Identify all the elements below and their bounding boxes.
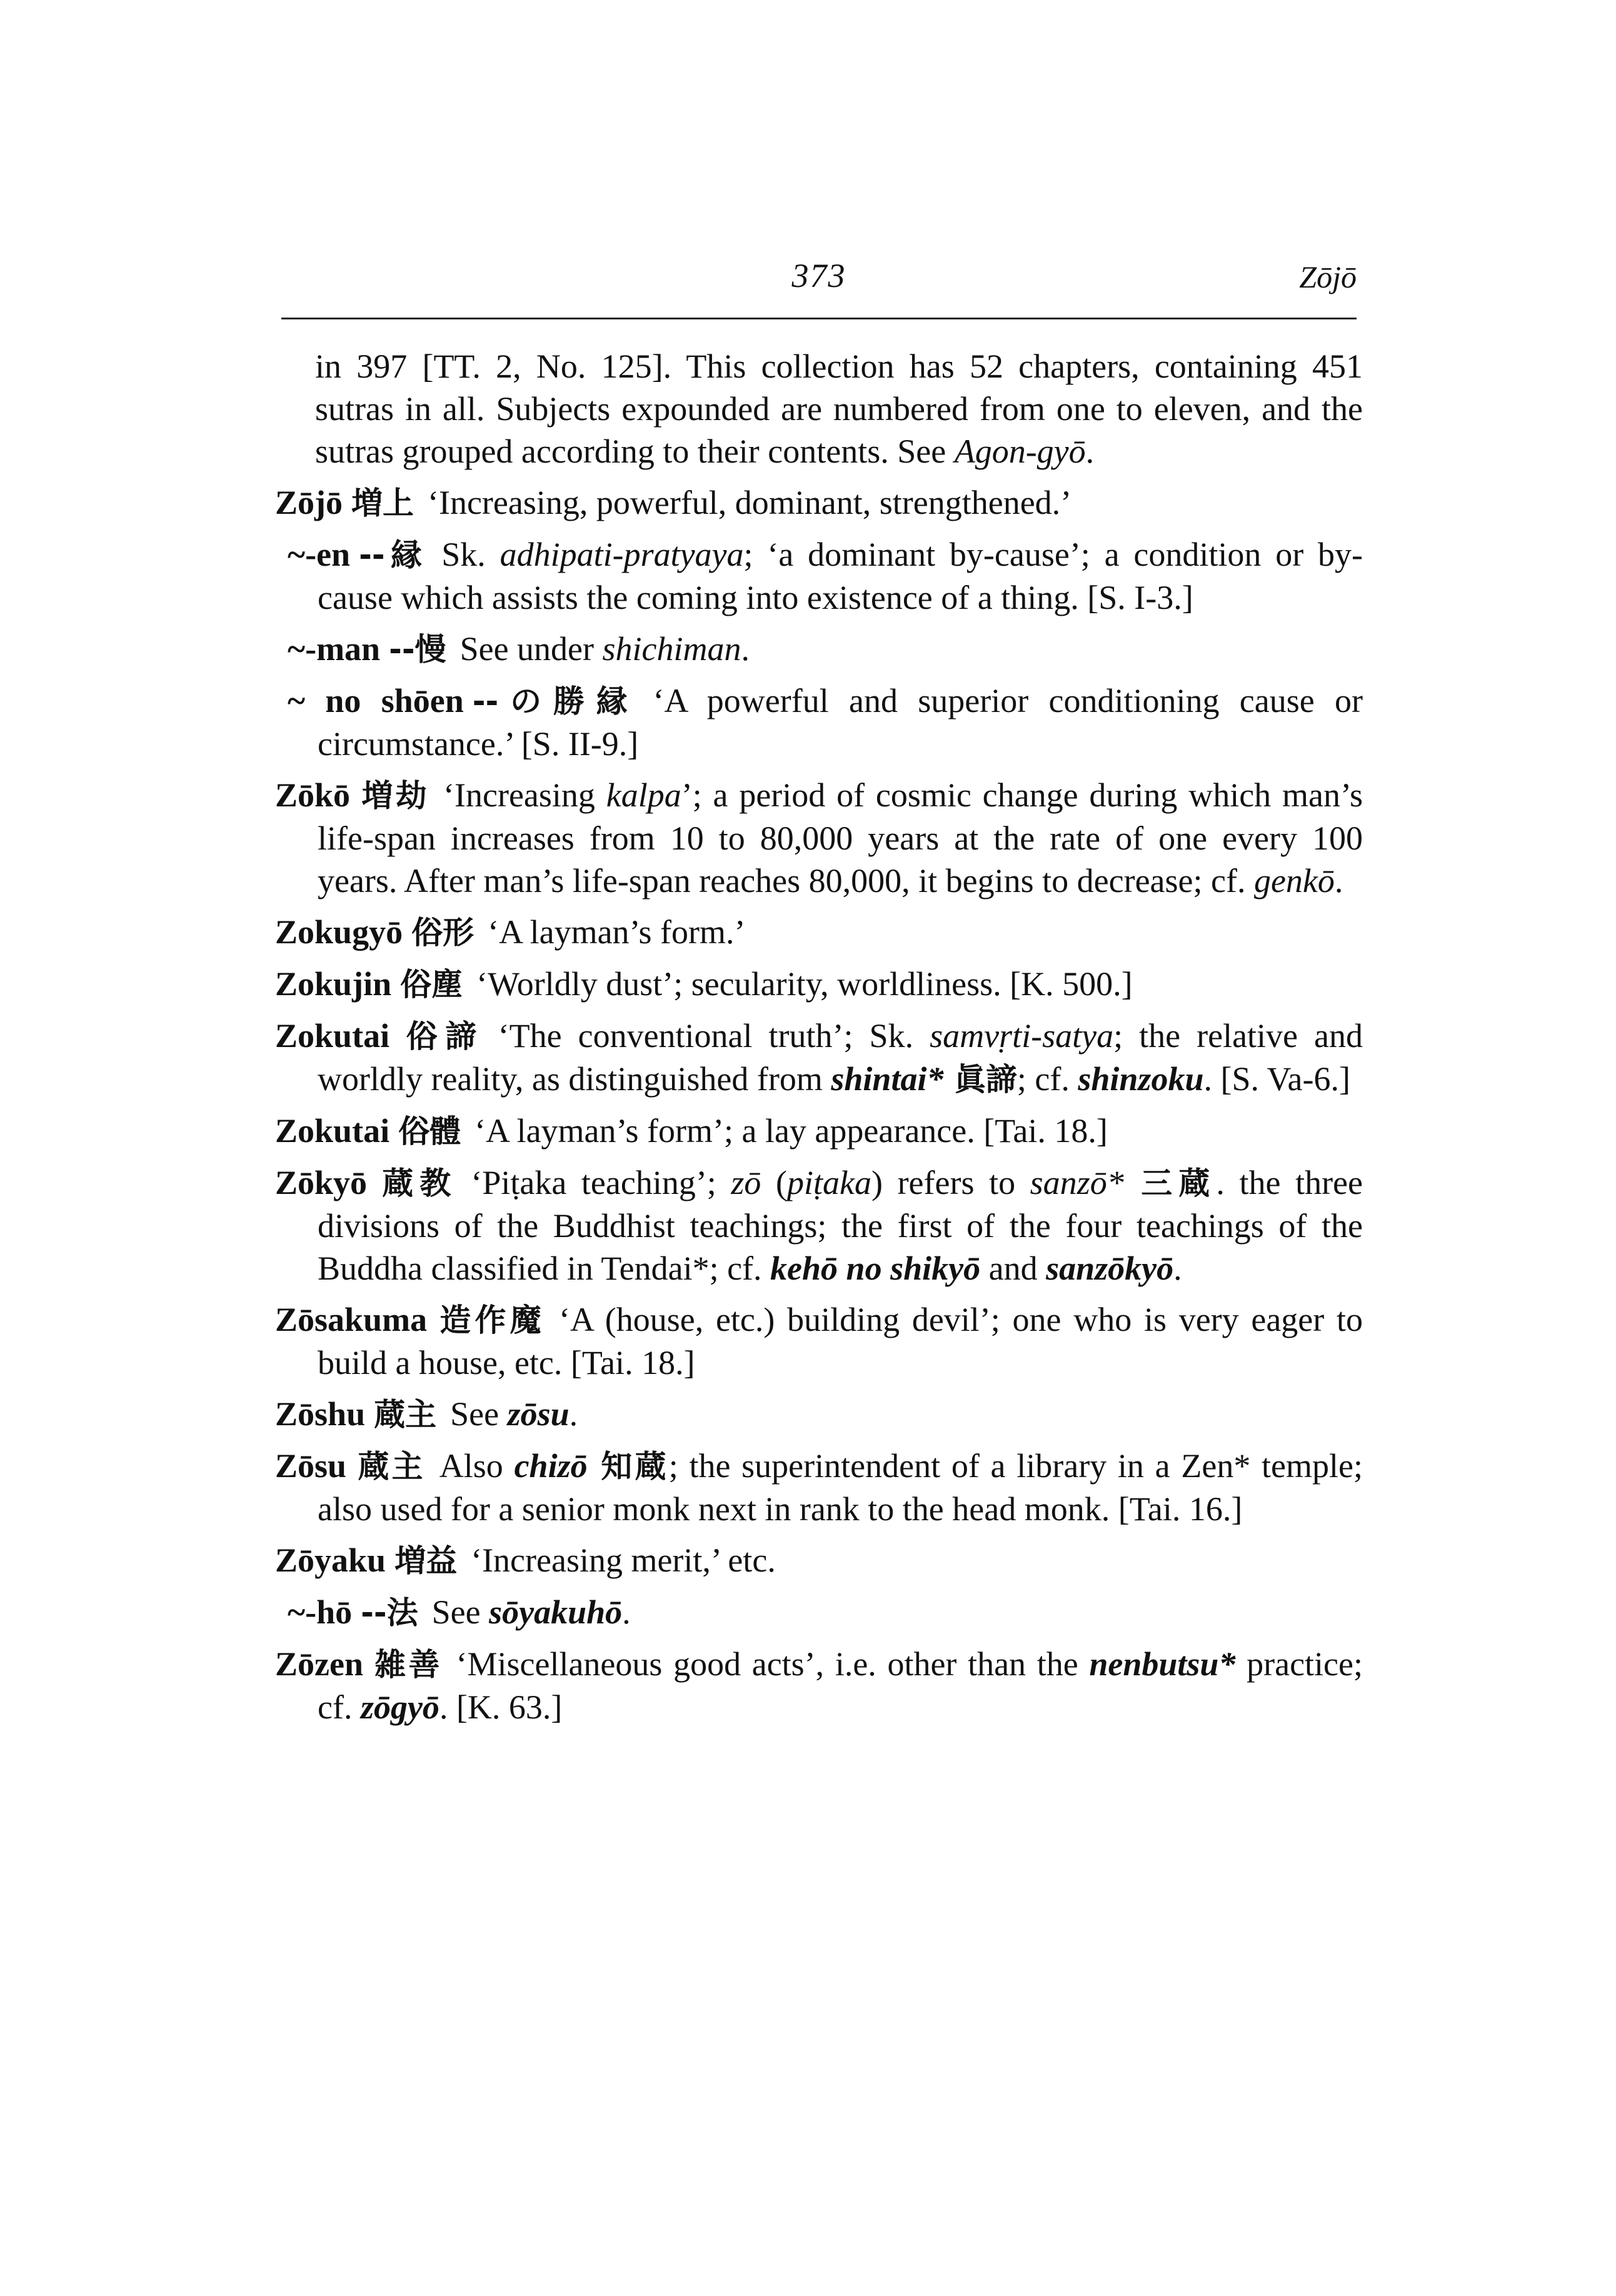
kanji: --慢 (389, 631, 446, 668)
kanji: --法 (361, 1595, 418, 1631)
headword: Zōsakuma (275, 1301, 428, 1338)
kanji: 増上 (351, 485, 414, 521)
headword: Zōzen (275, 1645, 363, 1683)
kanji: 蔵教 (376, 1165, 458, 1201)
entry-zojo (275, 481, 1363, 524)
headword: Zōyaku (275, 1542, 386, 1579)
headword: Zōsu (275, 1447, 347, 1485)
definition: ‘A layman’s form.’ (488, 913, 746, 951)
entry-zokutai-form (275, 1110, 1363, 1153)
kanji: 俗諦 (398, 1018, 484, 1055)
entry-zozen: Zōzen 雑善 ‘Miscellaneous good acts’, i.e. other than the nenbutsu* practice; cf. zōgyō. [K. 63.] (275, 1645, 1363, 1726)
definition: ‘A (house, etc.) building devil’; one who is very eager to build a house, etc. [Tai. 18.] (318, 1301, 1363, 1381)
kanji: 俗形 (411, 915, 474, 951)
kanji: 雑善 (372, 1647, 443, 1683)
header-rule (281, 318, 1357, 319)
definition: ‘A powerful and superior conditioning cause or circumstance.’ [S. II-9.] (318, 682, 1363, 763)
entries-column (275, 345, 1363, 1737)
entry-zoyaku (275, 1539, 1363, 1582)
entry-zoshu: Zōshu 蔵主 See zōsu. (275, 1395, 578, 1433)
definition: ‘Increasing, powerful, dominant, strengthened.’ (428, 484, 1072, 521)
definition: ‘A layman’s form’; a lay appearance. [Tai. 18.] (474, 1112, 1108, 1150)
kanji: 俗塵 (400, 966, 463, 1003)
kanji: 増劫 (359, 778, 430, 814)
kanji: 蔵主 (355, 1448, 426, 1485)
headword: Zokutai (275, 1112, 390, 1150)
headword: ~ no shōen (288, 682, 464, 719)
page-header (281, 256, 1357, 306)
page-number: 373 (791, 257, 846, 294)
headword: Zōshu (275, 1395, 366, 1433)
headword: Zokugyō (275, 913, 403, 951)
kanji: 蔵主 (374, 1396, 437, 1433)
entry-zokutai-truth: Zokutai 俗諦 ‘The conventional truth’; Sk. samvṛti-satya; the relative and worldly reality, as distinguished from shintai* 眞諦; cf. shinzoku. [S. Va-6.] (275, 1017, 1363, 1098)
entry-zojo-man: ~-man --慢 See under shichiman. (288, 630, 750, 668)
headword: Zōkō (275, 776, 351, 814)
entry-zokugyo (275, 911, 1363, 954)
continuation-paragraph: in 397 [TT. 2, No. 125]. This collection has 52 chapters, containing 451 sutras in all. Subjects expounded are numbered from one to eleven, and the sutras grouped according to their contents. See Agon-gyō. (315, 348, 1363, 470)
definition: ‘Worldly dust’; secularity, worldliness. [K. 500.] (476, 965, 1133, 1003)
kanji: --縁 (359, 537, 428, 573)
headword: ~-hō (288, 1593, 353, 1631)
entry-zoko: Zōkō 増劫 ‘Increasing kalpa’; a period of cosmic change during which man’s life-span increases from 10 to 80,000 years at the rate of one every 100 years. After man’s life-span reaches 80,000, it begins to decrease; cf. genkō. (275, 776, 1363, 900)
entry-zojo-en: ~-en --縁 Sk. adhipati-pratyaya; ‘a dominant by-cause’; a condition or by-cause which assists the coming into existence of a thing. [S. I-3.] (288, 536, 1363, 616)
headword: Zōkyō (275, 1164, 368, 1201)
entry-zoyaku-ho: ~-hō --法 See sōyakuhō. (288, 1593, 631, 1631)
headword: ~-man (288, 630, 381, 668)
headword: ~-en (288, 536, 351, 573)
headword: Zokutai (275, 1017, 390, 1055)
headword: Zōjō (275, 484, 343, 521)
definition: ‘Increasing merit,’ etc. (471, 1542, 776, 1579)
kanji: 増益 (394, 1543, 458, 1579)
entry-zosakuma (275, 1298, 1363, 1384)
entry-zojo-no-shoen (275, 679, 1363, 765)
headword: Zokujin (275, 965, 392, 1003)
kanji: --の勝縁 (472, 683, 640, 719)
kanji: 俗體 (398, 1113, 461, 1150)
entry-zokujin (275, 963, 1363, 1006)
entry-zosu: Zōsu 蔵主 Also chizō 知蔵; the superintendent of a library in a Zen* temple; also used for a senior monk next in rank to the head monk. [Tai. 16.] (275, 1447, 1363, 1528)
kanji: 造作魔 (436, 1302, 546, 1338)
entry-zokyo: Zōkyō 蔵教 ‘Piṭaka teaching’; zō (piṭaka) refers to sanzō* 三蔵. the three divisions of the Buddhist teachings; the first of the four teachings of the Buddha classified in Tendai*; cf. kehō no shikyō and sanzōkyō. (275, 1164, 1363, 1287)
running-head: Zōjō (1299, 259, 1357, 294)
